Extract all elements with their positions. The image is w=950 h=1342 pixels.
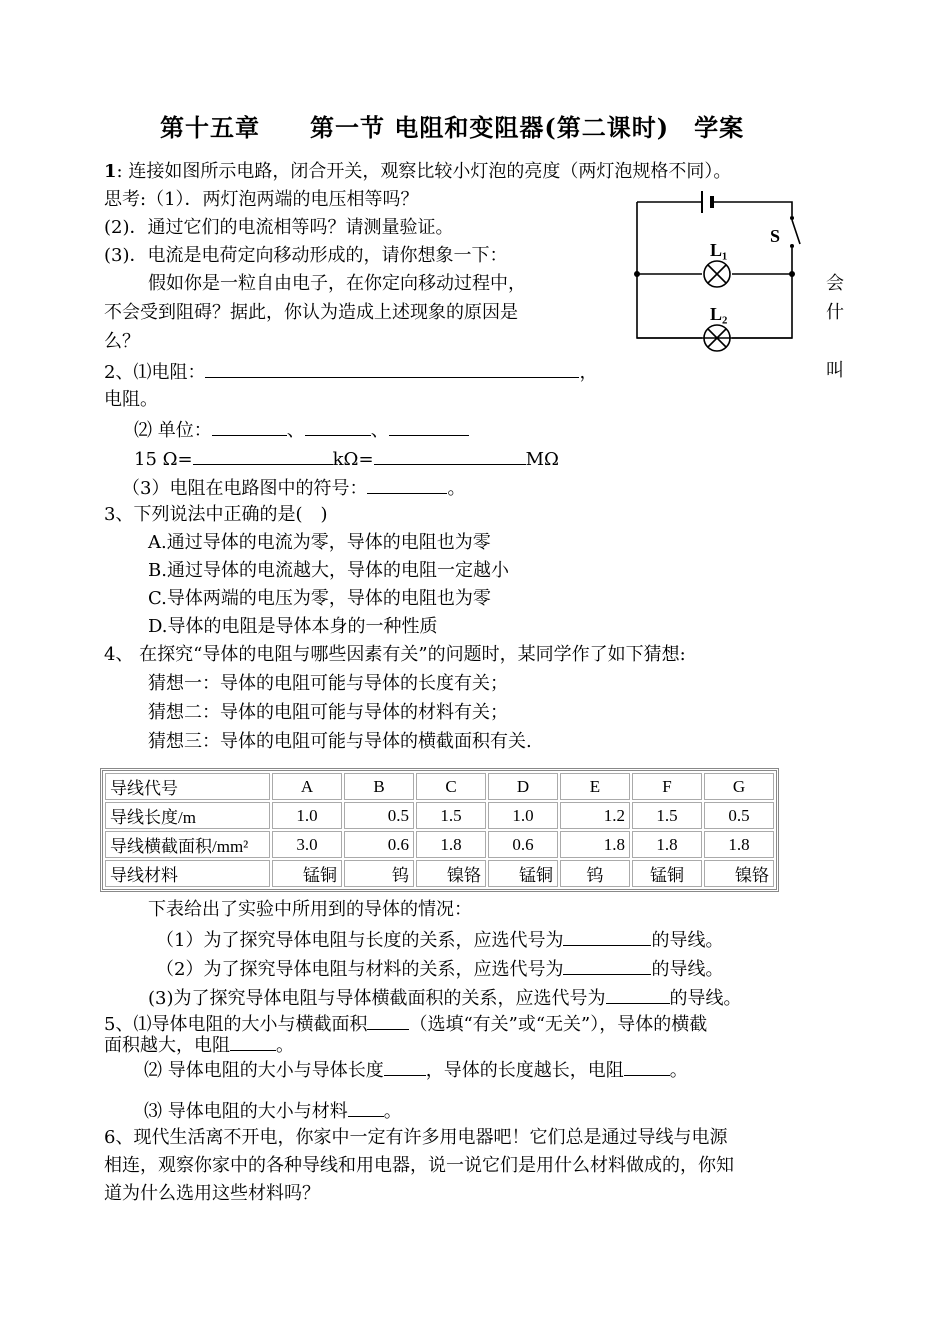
q2-symbol-label: （3）电阻在电路图中的符号： — [122, 478, 368, 499]
q2-mohm-label: MΩ — [525, 449, 559, 470]
table-cell: 钨 — [560, 860, 630, 887]
q4-intro: 下表给出了实验中所用到的导体的情况： — [148, 899, 472, 920]
q3-stem: 3、下列说法中正确的是( ) — [104, 504, 328, 525]
q3-option-c: C.导体两端的电压为零，导体的电阻也为零 — [148, 588, 491, 609]
q5-area-resistance-blank[interactable] — [230, 1032, 276, 1051]
q4-sub-1-text: （1）为了探究导体电阻与长度的关系，应选代号为 — [156, 930, 564, 951]
table-cell: 0.5 — [704, 802, 774, 829]
table-cell: 1.8 — [560, 831, 630, 858]
q5-length-resistance-blank[interactable] — [624, 1057, 670, 1076]
q5-material-blank[interactable] — [348, 1098, 384, 1117]
table-cell: 1.2 — [560, 802, 630, 829]
wire-top-right — [712, 202, 792, 216]
table-cell: 1.5 — [632, 802, 702, 829]
table-row — [105, 831, 774, 858]
q1-number: 1 — [104, 161, 117, 182]
q2-ohm-label: 15 Ω= — [134, 449, 193, 470]
q4-guess-2: 猜想二：导体的电阻可能与导体的材料有关； — [148, 702, 508, 723]
q4-sub-1 — [156, 927, 723, 953]
q2-sep-1: 、 — [286, 420, 305, 441]
q5-line2-text: 面积越大，电阻 — [104, 1035, 230, 1056]
q1-line4: (3)．电流是电荷定向移动形成的，请你想象一下： — [104, 245, 508, 266]
table-cell: 锰铜 — [488, 860, 558, 887]
q4-sub-3 — [148, 985, 742, 1011]
q2-resistance-label: 2、⑴电阻： — [104, 362, 206, 383]
switch-lever — [792, 220, 800, 244]
q6-line3: 道为什么选用这些材料吗？ — [104, 1183, 320, 1204]
q1-line1 — [104, 160, 731, 184]
q4-sub-3-text: (3)为了探究导体电阻与导体横截面积的关系，应选代号为 — [148, 988, 606, 1009]
table-header-cell: A — [272, 773, 342, 800]
q1-line7: 么？ — [104, 331, 140, 352]
table-header-cell: C — [416, 773, 486, 800]
table-header-cell: 导线代号 — [105, 773, 270, 800]
q5-line4-end: 。 — [383, 1101, 402, 1122]
table-cell: 1.0 — [272, 802, 342, 829]
q2-line1-end: 叫 — [826, 360, 844, 381]
switch-pivot — [790, 216, 794, 220]
table-cell: 锰铜 — [272, 860, 342, 887]
table-header-cell: B — [344, 773, 414, 800]
q1-line6-end: 什 — [826, 302, 844, 323]
table-header-cell: G — [704, 773, 774, 800]
q5-line2-end: 。 — [276, 1035, 294, 1056]
q2-symbol-blank[interactable] — [367, 475, 447, 494]
q2-period: 。 — [447, 478, 466, 499]
table-cell: 1.5 — [416, 802, 486, 829]
table-row-label: 导线横截面积/mm² — [105, 831, 270, 858]
table-cell: 镍铬 — [416, 860, 486, 887]
q2-definition-blank[interactable] — [205, 359, 579, 378]
q2-comma: ， — [579, 362, 598, 383]
table-header-cell: F — [632, 773, 702, 800]
q4-guess-1: 猜想一：导体的电阻可能与导体的长度有关； — [148, 673, 508, 694]
table-cell: 1.0 — [488, 802, 558, 829]
table-row — [105, 860, 774, 887]
q4-sub-3-blank[interactable] — [606, 985, 670, 1004]
junction-left — [634, 271, 640, 277]
q2-unit-label: ⑵ 单位： — [134, 420, 212, 441]
junction-right — [789, 271, 795, 277]
q2-line3 — [134, 417, 469, 443]
lamp2-label: L₂ — [710, 304, 728, 324]
q5-line4-text: ⑶ 导体电阻的大小与材料 — [144, 1101, 348, 1122]
q2-unit-blank-1[interactable] — [212, 417, 287, 436]
table-cell: 3.0 — [272, 831, 342, 858]
table-header-cell: E — [560, 773, 630, 800]
q6-line1: 6、现代生活离不开电，你家中一定有许多用电器吧！它们总是通过导线与电源 — [104, 1127, 728, 1148]
switch-contact — [790, 244, 794, 248]
q5-area-blank[interactable] — [367, 1011, 409, 1030]
q4-sub-1-end: 的导线。 — [651, 930, 724, 951]
q2-unit-blank-2[interactable] — [305, 417, 371, 436]
table-cell: 1.8 — [632, 831, 702, 858]
q2-kohm-blank[interactable] — [193, 446, 333, 465]
q5-line1-rest: （选填“有关”或“无关”），导体的横截 — [409, 1014, 708, 1035]
table-row-label: 导线材料 — [105, 860, 270, 887]
q1-line5: 假如你是一粒自由电子，在你定向移动过程中， — [148, 273, 526, 294]
table-cell: 1.8 — [416, 831, 486, 858]
circuit-diagram — [630, 188, 810, 358]
q5-line3-end: 。 — [669, 1060, 688, 1081]
q1-line2: 思考:（1）．两灯泡两端的电压相等吗？ — [104, 189, 419, 210]
q2-mohm-blank[interactable] — [374, 446, 526, 465]
table-cell: 1.8 — [704, 831, 774, 858]
q2-sep-2: 、 — [370, 420, 389, 441]
q2-line4 — [134, 446, 559, 472]
table-cell: 锰铜 — [632, 860, 702, 887]
q4-stem: 4、 在探究“导体的电阻与哪些因素有关”的问题时，某同学作了如下猜想: — [104, 644, 686, 665]
q5-line2 — [104, 1032, 294, 1058]
q5-length-blank[interactable] — [384, 1057, 426, 1076]
q5-line3-text: ⑵ 导体电阻的大小与导体长度 — [144, 1060, 384, 1081]
q1-line6: 不会受到阻碍？据此，你认为造成上述现象的原因是 — [104, 302, 518, 323]
q4-sub-1-blank[interactable] — [563, 927, 651, 946]
table-cell: 0.6 — [344, 831, 414, 858]
table-header-cell: D — [488, 773, 558, 800]
page-title: 第十五章 第一节 电阻和变阻器(第二课时) 学案 — [160, 113, 745, 142]
q5-line3-mid: ，导体的长度越长，电阻 — [425, 1060, 624, 1081]
table-cell: 0.6 — [488, 831, 558, 858]
q2-line5 — [122, 475, 465, 501]
q2-unit-blank-3[interactable] — [389, 417, 469, 436]
q1-line3: (2)．通过它们的电流相等吗？请测量验证。 — [104, 217, 454, 238]
q2-line2: 电阻。 — [104, 389, 158, 410]
q4-sub-2 — [156, 956, 723, 982]
table-row — [105, 802, 774, 829]
q5-line4 — [144, 1098, 402, 1124]
q6-line2: 相连，观察你家中的各种导线和用电器，说一说它们是用什么材料做成的，你知 — [104, 1155, 734, 1176]
q3-option-d: D.导体的电阻是导体本身的一种性质 — [148, 616, 438, 637]
switch-label: S — [770, 226, 781, 246]
conductor-table — [100, 768, 779, 892]
q4-sub-2-end: 的导线。 — [651, 959, 724, 980]
table-cell: 钨 — [344, 860, 414, 887]
q3-option-b: B.通过导体的电流越大，导体的电阻一定越小 — [148, 560, 509, 581]
q4-sub-3-end: 的导线。 — [669, 988, 742, 1009]
table-row — [105, 773, 774, 800]
q5-line3 — [144, 1057, 688, 1083]
q1-line5-end: 会 — [826, 273, 844, 294]
table-row-label: 导线长度/m — [105, 802, 270, 829]
q2-kohm-label: kΩ= — [332, 449, 374, 470]
q4-sub-2-text: （2）为了探究导体电阻与材料的关系，应选代号为 — [156, 959, 564, 980]
q4-sub-2-blank[interactable] — [563, 956, 651, 975]
table-cell: 镍铬 — [704, 860, 774, 887]
q2-line1 — [104, 359, 597, 385]
q1-line1-text: : 连接如图所示电路，闭合开关，观察比较小灯泡的亮度（两灯泡规格不同）。 — [116, 161, 732, 182]
q4-guess-3: 猜想三：导体的电阻可能与导体的横截面积有关. — [148, 731, 532, 752]
table-cell: 0.5 — [344, 802, 414, 829]
q3-option-a: A.通过导体的电流为零，导体的电阻也为零 — [148, 532, 491, 553]
q5-line1-text: 5、⑴导体电阻的大小与横截面积 — [104, 1014, 368, 1035]
lamp1-label: L₁ — [710, 240, 728, 260]
